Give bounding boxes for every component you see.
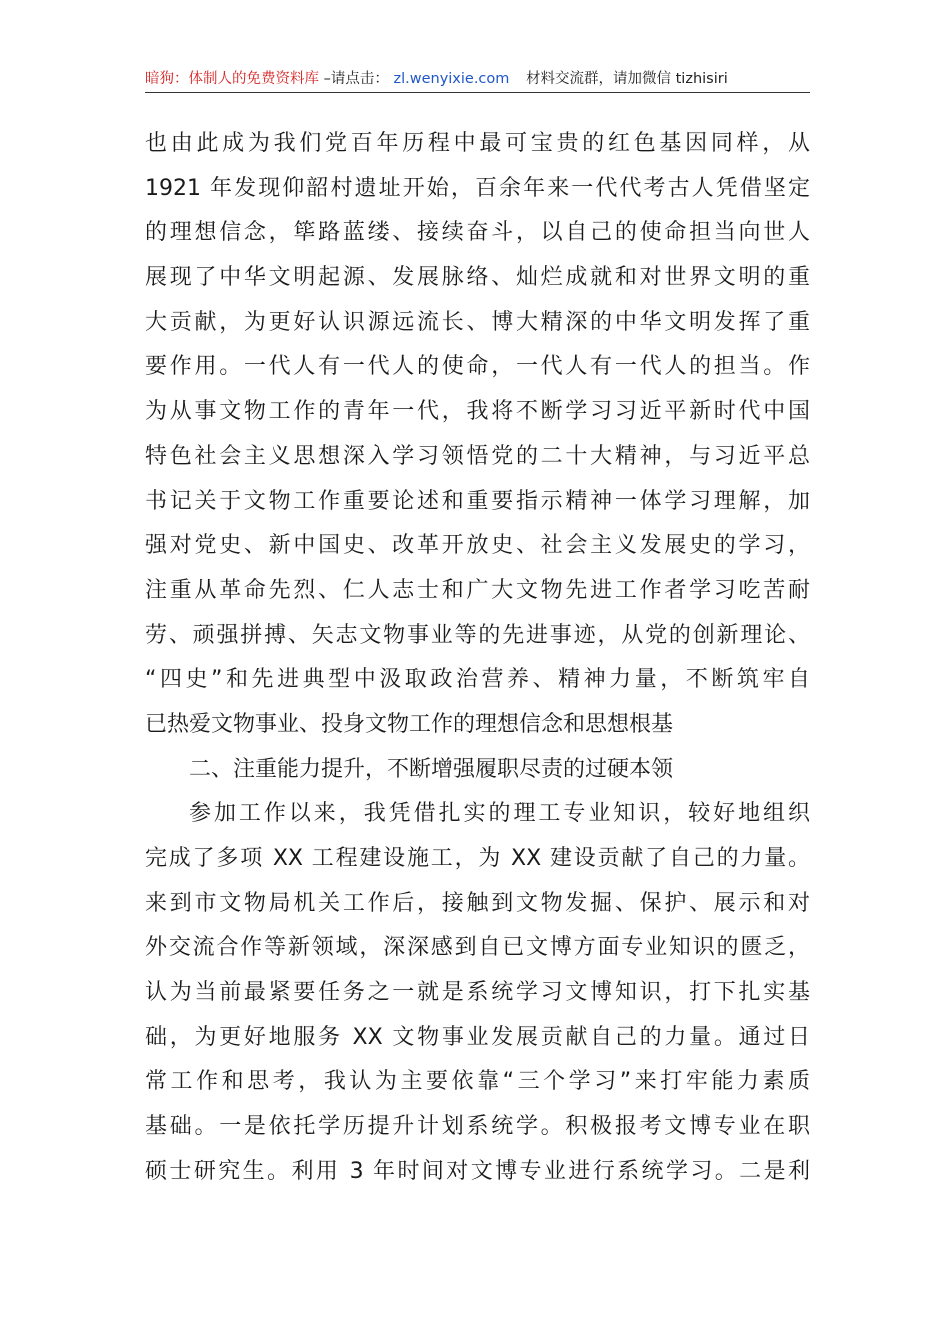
paragraph-1-line-2: 1921 年发现仰韶村遗址开始，百余年来一代代考古人凭借坚定 [145, 175, 810, 201]
header-contact: 材料交流群，请加微信 tizhisiri [526, 71, 728, 87]
paragraph-1-line-3: 的理想信念，筚路蓝缕、接续奋斗，以自己的使命担当向世人 [145, 220, 810, 246]
header-brand: 暗狗：体制人的免费资料库 [145, 71, 319, 87]
paragraph-1-line-9: 书记关于文物工作重要论述和重要指示精神一体学习理解，加 [145, 488, 810, 514]
header-link[interactable]: zl.wenyixie.com [393, 71, 510, 87]
paragraph-2-line-1: 参加工作以来，我凭借扎实的理工专业知识，较好地组织 [189, 801, 810, 827]
paragraph-1-line-12: 劳、顽强拼搏、矢志文物事业等的先进事迹，从党的创新理论、 [145, 622, 810, 648]
header-prompt: –请点击： [323, 71, 389, 87]
paragraph-1-line-7: 为从事文物工作的青年一代，我将不断学习习近平新时代中国 [145, 399, 810, 425]
paragraph-1-line-8: 特色社会主义思想深入学习领悟党的二十大精神，与习近平总 [145, 443, 810, 469]
paragraph-1-line-13: “四史”和先进典型中汲取政治营养、精神力量，不断筑牢自 [145, 667, 810, 693]
paragraph-1-line-6: 要作用。一代人有一代人的使命，一代人有一代人的担当。作 [145, 354, 810, 380]
paragraph-2-line-3: 来到市文物局机关工作后，接触到文物发掘、保护、展示和对 [145, 890, 810, 916]
paragraph-1-line-1: 也由此成为我们党百年历程中最可宝贵的红色基因同样，从 [145, 131, 810, 156]
paragraph-2-line-9: 硕士研究生。利用 3 年时间对文博专业进行系统学习。二是利 [145, 1158, 810, 1184]
paragraph-2-line-6: 础，为更好地服务 XX 文物事业发展贡献自己的力量。通过日 [145, 1024, 810, 1050]
paragraph-2-line-7: 常工作和思考，我认为主要依靠“三个学习”来打牢能力素质 [145, 1069, 810, 1095]
paragraph-2-line-8: 基础。一是依托学历提升计划系统学。积极报考文博专业在职 [145, 1114, 810, 1140]
paragraph-1-line-11: 注重从革命先烈、仁人志士和广大文物先进工作者学习吃苦耐 [145, 577, 810, 603]
section-heading: 二、注重能力提升，不断增强履职尽责的过硬本领 [189, 756, 674, 782]
paragraph-1-line-4: 展现了中华文明起源、发展脉络、灿烂成就和对世界文明的重 [145, 265, 810, 291]
paragraph-2-line-5: 认为当前最紧要任务之一就是系统学习文博知识，打下扎实基 [145, 980, 810, 1006]
page-header [145, 66, 810, 93]
paragraph-1-line-14: 已热爱文物事业、投身文物工作的理想信念和思想根基 [145, 711, 674, 737]
paragraph-2-line-2: 完成了多项 XX 工程建设施工，为 XX 建设贡献了自己的力量。 [145, 846, 810, 871]
paragraph-1-line-10: 强对党史、新中国史、改革开放史、社会主义发展史的学习， [145, 533, 810, 559]
paragraph-1-line-5: 大贡献，为更好认识源远流长、博大精深的中华文明发挥了重 [145, 309, 810, 335]
document-body [145, 122, 810, 1195]
paragraph-2-line-4: 外交流合作等新领域，深深感到自已文博方面专业知识的匮乏， [145, 935, 810, 961]
